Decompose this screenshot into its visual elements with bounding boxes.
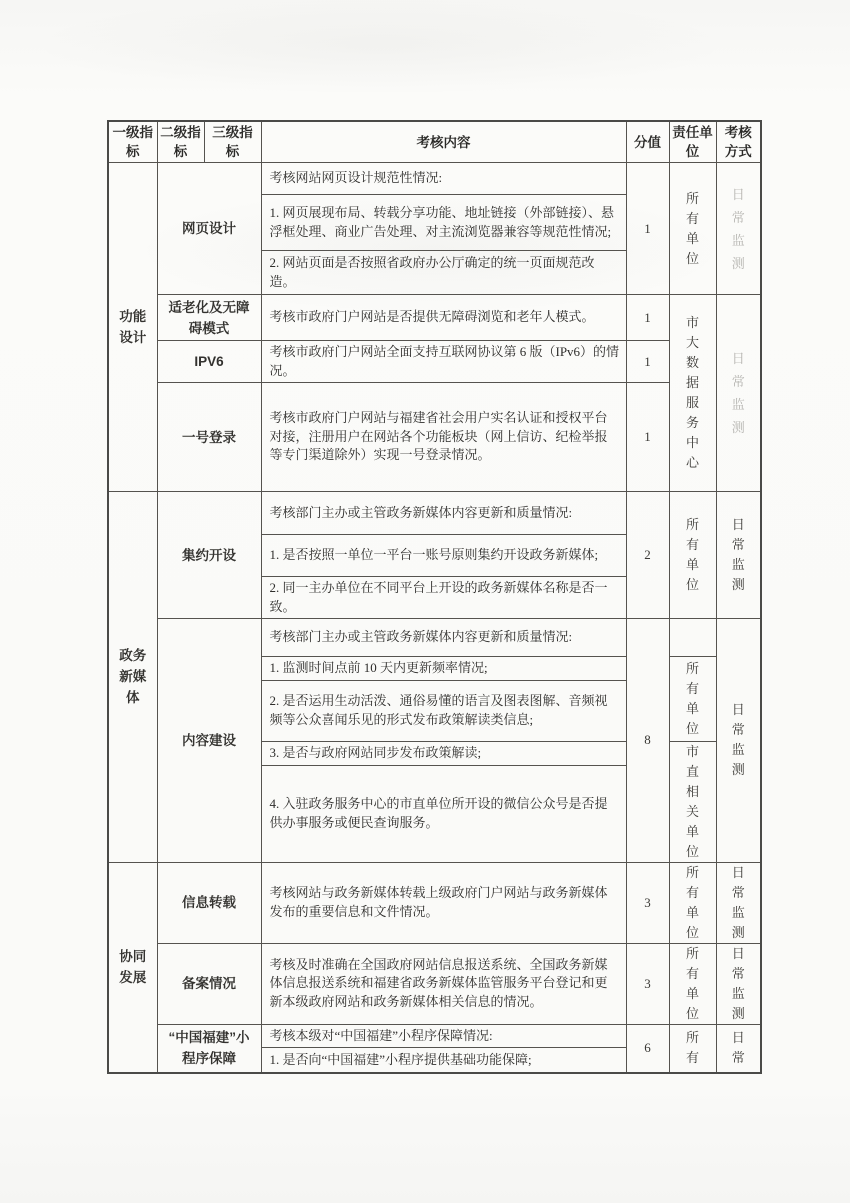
table-row (108, 295, 761, 341)
method-text: 日常监测 (731, 864, 745, 940)
content-cell: 1. 监测时间点前 10 天内更新频率情况; (261, 657, 626, 681)
content-cell: 考核部门主办或主管政务新媒体内容更新和质量情况: (261, 492, 626, 535)
method-text: 日常监测 (731, 945, 745, 1021)
method-cell (716, 943, 761, 1024)
content-cell: 3. 是否与政府网站同步发布政策解读; (261, 741, 626, 766)
score-cell: 1 (626, 341, 669, 383)
header-score: 分值 (626, 121, 669, 163)
content-cell: 2. 网站页面是否按照省政府办公厅确定的统一页面规范改造。 (261, 251, 626, 295)
unit-text: 所有单位 (685, 190, 699, 266)
table-row (108, 1024, 761, 1048)
level2-cell-webpage-design: 网页设计 (157, 163, 261, 295)
unit-cell (669, 163, 716, 295)
content-cell: 考核市政府门户网站是否提供无障碍浏览和老年人模式。 (261, 295, 626, 341)
unit-cell (669, 741, 716, 862)
header-method: 考核方式 (716, 121, 761, 163)
score-cell: 1 (626, 295, 669, 341)
method-cell (716, 862, 761, 943)
method-cell (716, 163, 761, 295)
header-row (108, 121, 761, 163)
content-cell: 1. 网页展现布局、转载分享功能、地址链接（外部链接）、悬浮框处理、商业广告处理、对主流浏览器兼容等规范性情况; (261, 195, 626, 251)
method-cell-truncated (716, 1024, 761, 1073)
method-text: 日常 (731, 1029, 745, 1065)
content-cell: 考核市政府门户网站与福建省社会用户实名认证和授权平台对接，注册用户在网站各个功能板块（网上信访、纪检举报等专门渠道除外）实现一号登录情况。 (261, 383, 626, 492)
unit-text: 所有单位 (685, 517, 699, 592)
unit-cell (669, 943, 716, 1024)
method-text: 日常监测 (731, 517, 745, 592)
table-row (108, 383, 761, 492)
level2-cell-fujian-miniprogram: “中国福建”小程序保障 (157, 1024, 261, 1073)
score-cell: 6 (626, 1024, 669, 1073)
table-row (108, 619, 761, 657)
table-row (108, 943, 761, 1024)
header-level3: 三级指标 (204, 121, 261, 163)
content-cell: 考核及时准确在全国政府网站信息报送系统、全国政务新媒体信息报送系统和福建省政务新媒体监管服务平台登记和更新本级政府网站和政务新媒体相关信息的情况。 (261, 943, 626, 1024)
score-cell: 1 (626, 163, 669, 295)
content-cell: 4. 入驻政务服务中心的市直单位所开设的微信公众号是否提供办事服务或便民查询服务。 (261, 766, 626, 862)
content-cell: 考核市政府门户网站全面支持互联网协议第 6 版（IPv6）的情况。 (261, 341, 626, 383)
method-cell (716, 295, 761, 492)
unit-text: 市直相关单位 (685, 743, 699, 859)
level2-cell-intensive-opening: 集约开设 (157, 492, 261, 619)
assessment-table (107, 120, 762, 1074)
table-row (108, 341, 761, 383)
level2-cell-content-construction: 内容建设 (157, 619, 261, 863)
method-cell (716, 619, 761, 863)
score-cell: 8 (626, 619, 669, 863)
unit-cell (669, 657, 716, 742)
level1-cell-functional-design: 功能设计 (108, 163, 157, 492)
score-cell: 3 (626, 943, 669, 1024)
level2-cell-filing-status: 备案情况 (157, 943, 261, 1024)
method-cell (716, 492, 761, 619)
unit-cell-truncated (669, 1024, 716, 1073)
unit-text: 所有单位 (685, 864, 699, 940)
unit-cell (669, 295, 716, 492)
unit-cell (669, 862, 716, 943)
method-text-faded: 日常监测 (731, 186, 745, 271)
header-unit: 责任单位 (669, 121, 716, 163)
unit-cell-empty (669, 619, 716, 657)
unit-cell (669, 492, 716, 619)
content-cell: 考核部门主办或主管政务新媒体内容更新和质量情况: (261, 619, 626, 657)
content-cell: 考核本级对“中国福建”小程序保障情况: (261, 1024, 626, 1048)
content-cell: 2. 是否运用生动活泼、通俗易懂的语言及图表图解、音频视频等公众喜闻乐见的形式发布政策解读类信息; (261, 680, 626, 741)
table-row (108, 492, 761, 535)
level2-cell-single-login: 一号登录 (157, 383, 261, 492)
content-cell: 2. 同一主办单位在不同平台上开设的政务新媒体名称是否一致。 (261, 577, 626, 619)
header-level2: 二级指标 (157, 121, 204, 163)
content-cell: 1. 是否向“中国福建”小程序提供基础功能保障; (261, 1048, 626, 1073)
level1-cell-gov-new-media: 政务新媒体 (108, 492, 157, 863)
score-cell: 2 (626, 492, 669, 619)
table-row (108, 862, 761, 943)
header-content: 考核内容 (261, 121, 626, 163)
level2-cell-accessibility: 适老化及无障碍模式 (157, 295, 261, 341)
level2-cell-info-repost: 信息转载 (157, 862, 261, 943)
unit-text: 所有单位 (685, 945, 699, 1021)
level2-cell-ipv6: IPV6 (157, 341, 261, 383)
method-text: 日常监测 (731, 702, 745, 778)
table-row (108, 163, 761, 195)
unit-text: 所有 (685, 1029, 699, 1065)
content-cell: 考核网站与政务新媒体转载上级政府门户网站与政务新媒体发布的重要信息和文件情况。 (261, 862, 626, 943)
method-text-faded: 日常监测 (731, 351, 745, 435)
header-level1: 一级指标 (108, 121, 157, 163)
level1-cell-coordinated-development: 协同发展 (108, 862, 157, 1073)
unit-text: 市大数据服务中心 (685, 315, 699, 470)
unit-text: 所有单位 (685, 660, 699, 736)
content-cell: 考核网站网页设计规范性情况: (261, 163, 626, 195)
content-cell: 1. 是否按照一单位一平台一账号原则集约开设政务新媒体; (261, 535, 626, 577)
score-cell: 1 (626, 383, 669, 492)
score-cell: 3 (626, 862, 669, 943)
